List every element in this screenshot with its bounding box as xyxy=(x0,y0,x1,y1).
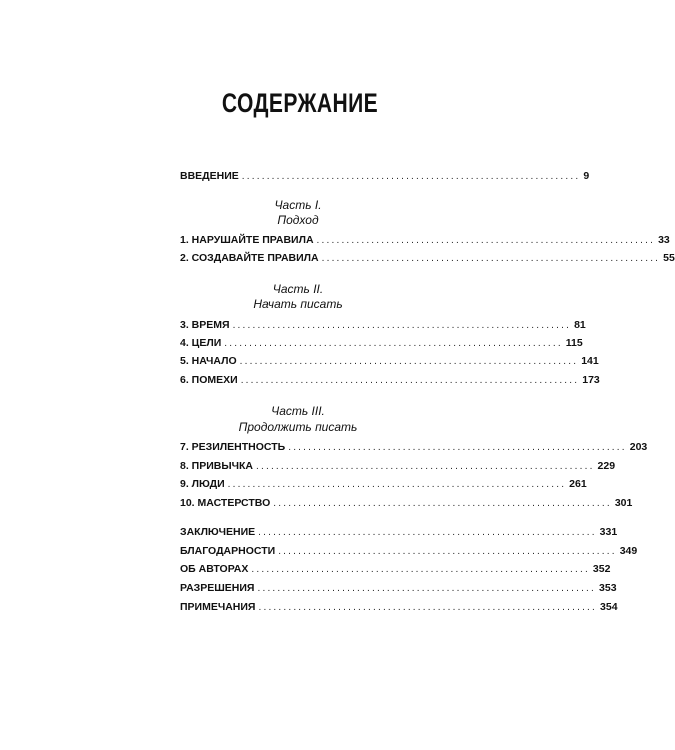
toc-entry-intro[interactable] xyxy=(180,168,590,184)
leader-dots: .................................................................... xyxy=(251,564,590,575)
leader-dots: .................................................................... xyxy=(258,527,597,538)
toc-entry-page: 141 xyxy=(581,355,599,367)
toc-entry-chapter-8[interactable] xyxy=(180,458,616,474)
toc-entry-label: ОБ АВТОРАХ xyxy=(180,563,249,575)
part-heading-2: Часть II. xyxy=(272,282,324,296)
toc-entry-page: 9 xyxy=(583,170,590,182)
toc-entry-chapter-10[interactable] xyxy=(180,495,633,511)
toc-entry-page: 353 xyxy=(599,582,617,594)
toc-entry-chapter-9[interactable] xyxy=(180,476,587,492)
toc-entry-notes[interactable] xyxy=(180,599,618,615)
leader-dots: .................................................................... xyxy=(258,602,598,613)
toc-entry-chapter-7[interactable] xyxy=(180,439,648,455)
leader-dots: .................................................................... xyxy=(278,546,617,557)
toc-entry-chapter-6[interactable] xyxy=(180,372,600,388)
toc-entry-permissions[interactable] xyxy=(180,580,617,596)
toc-entry-page: 33 xyxy=(658,234,670,246)
toc-entry-page: 115 xyxy=(565,337,583,349)
leader-dots: .................................................................... xyxy=(257,583,597,594)
toc-entry-page: 203 xyxy=(629,441,648,453)
toc-entry-label: ЗАКЛЮЧЕНИЕ xyxy=(180,526,256,538)
toc-entry-chapter-4[interactable] xyxy=(180,335,583,351)
leader-dots: .................................................................... xyxy=(241,171,581,182)
page-title: СОДЕРЖАНИЕ xyxy=(221,88,379,118)
toc-entry-label: 9. ЛЮДИ xyxy=(180,478,225,490)
toc-entry-page: 229 xyxy=(597,460,616,472)
leader-dots: .................................................................... xyxy=(273,498,612,509)
toc-entry-label: 8. ПРИВЫЧКА xyxy=(180,460,254,472)
leader-dots: .................................................................... xyxy=(232,320,572,331)
toc-entry-label: 1. НАРУШАЙТЕ ПРАВИЛА xyxy=(180,234,314,246)
toc-entry-chapter-5[interactable] xyxy=(180,353,599,369)
toc-entry-label: 6. ПОМЕХИ xyxy=(180,374,238,386)
toc-entry-chapter-2[interactable] xyxy=(180,250,675,266)
toc-entry-label: 3. ВРЕМЯ xyxy=(180,319,230,331)
leader-dots: .................................................................... xyxy=(240,375,580,386)
toc-entry-label: 10. МАСТЕРСТВО xyxy=(180,497,271,509)
part-subtitle-2: Начать писать xyxy=(253,297,343,311)
toc-entry-label: 2. СОЗДАВАЙТЕ ПРАВИЛА xyxy=(180,252,319,264)
leader-dots: .................................................................... xyxy=(256,461,595,472)
toc-entry-label: 5. НАЧАЛО xyxy=(180,355,237,367)
leader-dots: .................................................................... xyxy=(227,479,567,490)
part-heading-3: Часть III. xyxy=(271,404,325,418)
part-subtitle-1: Подход xyxy=(277,213,319,227)
toc-entry-chapter-3[interactable] xyxy=(180,317,586,333)
leader-dots: .................................................................... xyxy=(288,442,627,453)
toc-entry-about-authors[interactable] xyxy=(180,561,611,577)
leader-dots: .................................................................... xyxy=(224,338,563,349)
toc-entry-chapter-1[interactable] xyxy=(180,232,670,248)
toc-entry-page: 55 xyxy=(663,252,675,264)
toc-entry-label: 7. РЕЗИЛЕНТНОСТЬ xyxy=(180,441,286,453)
toc-entry-conclusion[interactable] xyxy=(180,524,618,540)
toc-entry-label: РАЗРЕШЕНИЯ xyxy=(180,582,255,594)
toc-entry-page: 354 xyxy=(600,601,618,613)
toc-entry-page: 331 xyxy=(599,526,618,538)
toc-entry-label: БЛАГОДАРНОСТИ xyxy=(180,545,276,557)
toc-entry-page: 81 xyxy=(574,319,586,331)
part-heading-1: Часть I. xyxy=(274,198,322,212)
toc-entry-label: ПРИМЕЧАНИЯ xyxy=(180,601,256,613)
leader-dots: .................................................................... xyxy=(316,235,656,246)
toc-entry-acknowledgements[interactable] xyxy=(180,543,638,559)
toc-entry-page: 261 xyxy=(569,478,587,490)
leader-dots: .................................................................... xyxy=(321,253,661,264)
part-subtitle-3: Продолжить писать xyxy=(238,420,358,434)
toc-entry-label: ВВЕДЕНИЕ xyxy=(180,170,239,182)
toc-entry-label: 4. ЦЕЛИ xyxy=(180,337,222,349)
toc-entry-page: 173 xyxy=(582,374,600,386)
leader-dots: .................................................................... xyxy=(239,356,579,367)
toc-entry-page: 301 xyxy=(614,497,633,509)
toc-entry-page: 349 xyxy=(619,545,638,557)
toc-entry-page: 352 xyxy=(592,563,611,575)
